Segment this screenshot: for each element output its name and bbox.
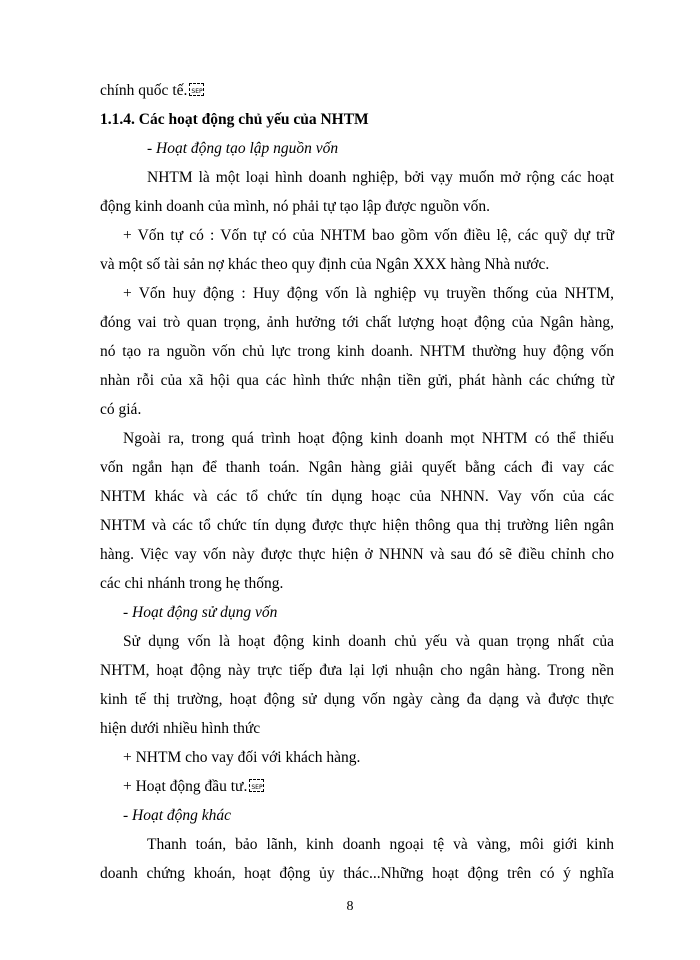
paragraph-line: NHTM là một loại hình doanh nghiệp, bởi vạy muốn mở rộng các hoạt [147, 169, 614, 186]
paragraph-line: đóng vai trò quan trọng, ảnh hưởng tới chất lượng hoạt động của Ngân hàng, [100, 314, 614, 331]
paragraph-line: và một số tài sản nợ khác theo quy định của Ngân XXX hàng Nhà nước. [100, 256, 550, 273]
paragraph-line: các chi nhánh trong hẹ thống. [100, 575, 284, 592]
sep-glyph-icon: SEP [249, 779, 264, 792]
paragraph-line: + Vốn tự có : Vốn tự có của NHTM bao gồm vốn điều lệ, các quỹ dự trữ [123, 227, 614, 244]
subheading-usage: - Hoạt động sử dụng vốn [123, 604, 278, 621]
paragraph-line: Thanh toán, bảo lãnh, kinh doanh ngoại tệ và vàng, môi giới kinh [147, 836, 614, 853]
paragraph-line: + Vốn huy động : Huy động vốn là nghiệp vụ truyền thống của NHTM, [123, 285, 614, 302]
list-item: + NHTM cho vay đối với khách hàng. [123, 749, 361, 766]
paragraph-line: NHTM và các tổ chức tín dụng được thực hiện thông qua thị trường liên ngân [100, 517, 614, 534]
paragraph-line: nhàn rỗi của xã hội qua các hình thức nhận tiền gửi, phát hành các chứng từ [100, 372, 614, 389]
paragraph-line: động kinh doanh của mình, nó phải tự tạo lập được nguồn vốn. [100, 198, 491, 215]
paragraph-line: NHTM khác và các tổ chức tín dụng hoạc của NHNN. Vay vốn của các [100, 488, 614, 505]
page-number: 8 [346, 899, 354, 914]
paragraph-line: nó tạo ra nguồn vốn chủ lực trong kinh doanh. NHTM thường huy động vốn [100, 343, 614, 360]
paragraph-line: hiện dưới nhiều hình thức [100, 720, 261, 737]
sep-glyph-icon: SEP [189, 83, 204, 96]
paragraph-line: NHTM, hoạt động này trực tiếp đưa lại lợi nhuận cho ngân hàng. Trong nền [100, 662, 614, 679]
paragraph-line: kinh tế thị trường, hoạt động sử dụng vốn ngày càng đa dạng và được thực [100, 691, 614, 708]
paragraph-line: có giá. [100, 401, 142, 418]
paragraph-line: Sử dụng vốn là hoạt động kinh doanh chủ yếu và quan trọng nhất của [123, 633, 614, 650]
list-item: + Hoạt động đầu tư. SEP [123, 778, 263, 795]
subheading-other: - Hoạt động khác [123, 807, 232, 824]
paragraph-line: doanh chứng khoán, hoạt động ủy thác...Những hoạt động trên có ý nghĩa [100, 865, 614, 882]
paragraph-line: hàng. Việc vay vốn này được thực hiện ở NHNN và sau đó sẽ điều chỉnh cho [100, 546, 614, 563]
section-heading: 1.1.4. Các hoạt động chủ yếu của NHTM [100, 111, 369, 128]
subheading-sources: - Hoạt động tạo lập nguồn vốn [147, 140, 339, 157]
paragraph-line: vốn ngắn hạn để thanh toán. Ngân hàng giải quyết bằng cách đi vay các [100, 459, 614, 476]
paragraph-line: Ngoài ra, trong quá trình hoạt động kinh doanh mọt NHTM có thể thiếu [123, 430, 614, 447]
text-line: chính quốc tế. SEP [100, 82, 203, 99]
